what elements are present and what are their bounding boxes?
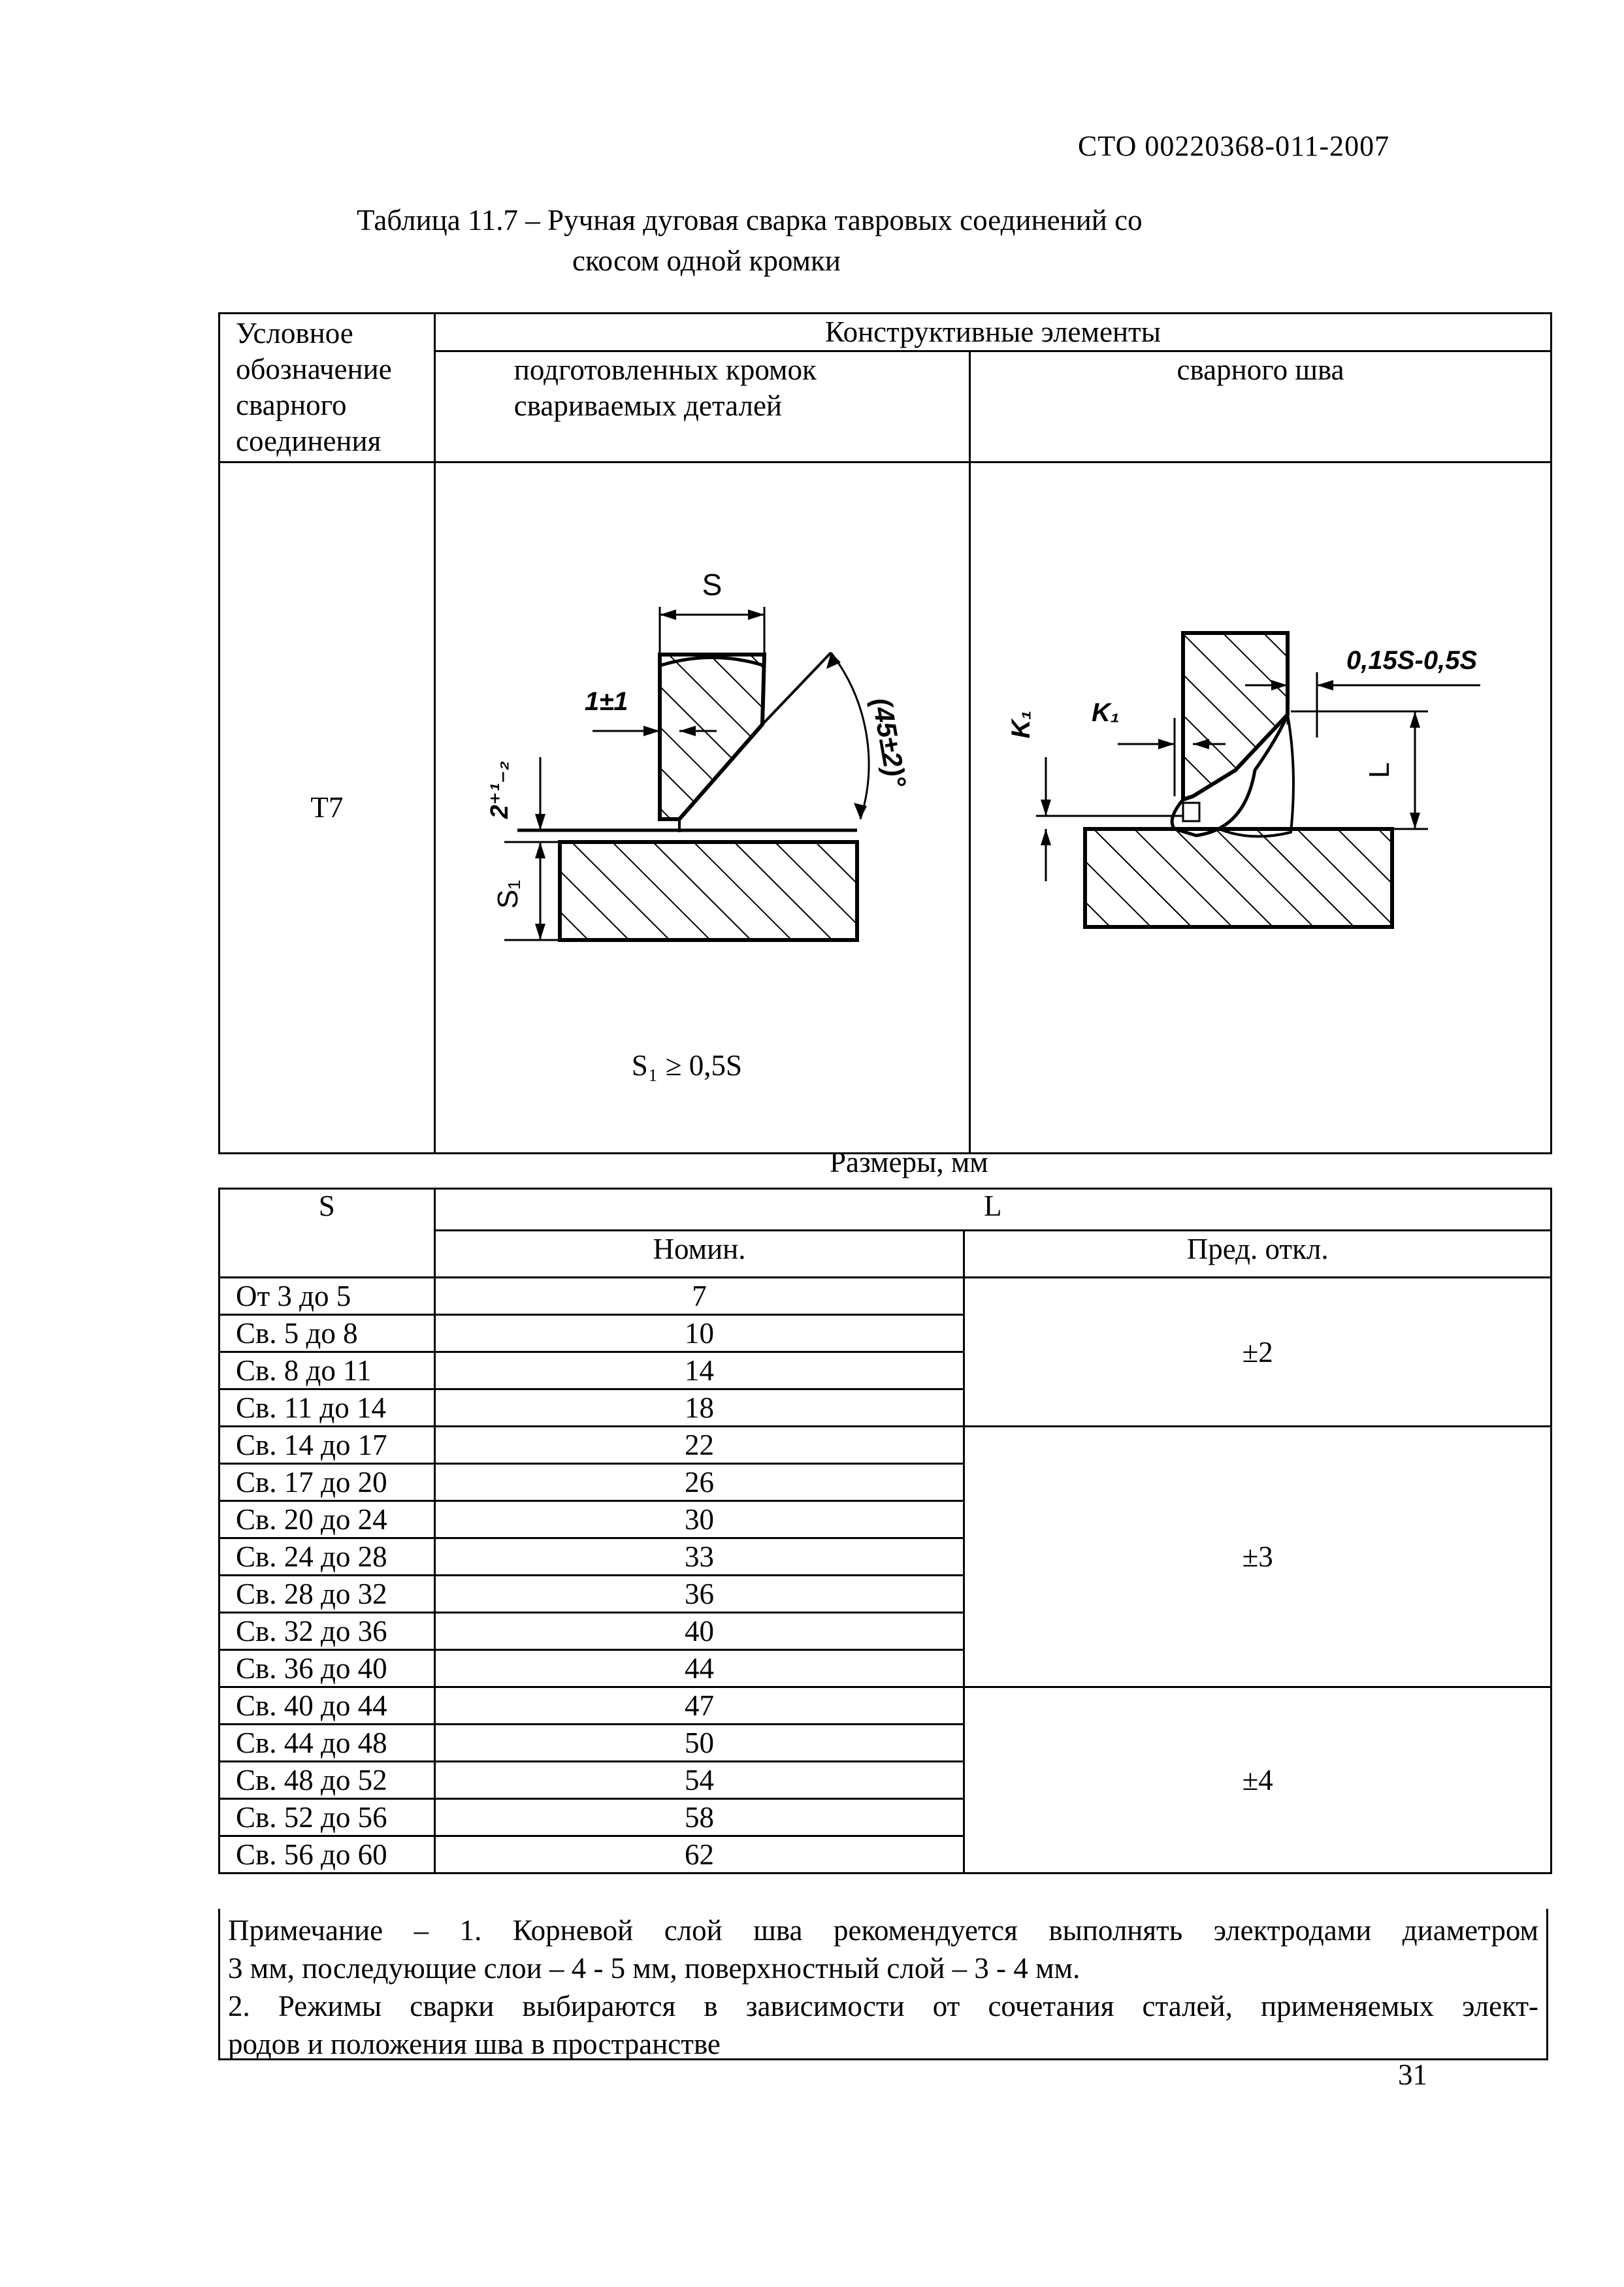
weld-drawing-cell — [970, 462, 1551, 1154]
row-l-nominal: 14 — [434, 1352, 964, 1389]
note-line-1: Примечание – 1. Корневой слой шва рекомендуется выполнять электродами диаметром — [228, 1914, 1538, 1947]
table-title — [357, 200, 1350, 281]
row-s-range: Св. 14 до 17 — [219, 1427, 435, 1464]
header-nominal: Номин. — [434, 1231, 964, 1278]
row-s-range: Св. 17 до 20 — [219, 1464, 435, 1501]
row-s-range: Св. 36 до 40 — [219, 1650, 435, 1687]
table-row — [219, 1278, 1551, 1315]
constructive-elements-table — [218, 312, 1552, 1154]
dim-angle-label: (45±2)° — [866, 695, 913, 790]
table-title-line-1: Таблица 11.7 – Ручная дуговая сварка тавровых соединений со — [357, 204, 1143, 236]
row-l-tolerance: ±4 — [964, 1687, 1551, 1873]
row-s-range: Св. 8 до 11 — [219, 1352, 435, 1389]
row-l-nominal: 22 — [434, 1427, 964, 1464]
dim-s-label: S — [702, 568, 723, 602]
row-s-range: Св. 48 до 52 — [219, 1762, 435, 1799]
row-l-nominal: 26 — [434, 1464, 964, 1501]
row-l-nominal: 62 — [434, 1836, 964, 1873]
prepared-edges-drawing-cell — [434, 462, 969, 1154]
row-s-range: Св. 28 до 32 — [219, 1576, 435, 1613]
note-line-2: 3 мм, последующие слои – 4 - 5 мм, поверхностный слой – 3 - 4 мм. — [228, 1952, 1080, 1985]
header-constructive-elements: Конструктивные элементы — [434, 314, 1551, 351]
row-l-nominal: 7 — [434, 1278, 964, 1315]
row-s-range: От 3 до 5 — [219, 1278, 435, 1315]
row-l-nominal: 10 — [434, 1315, 964, 1352]
row-l-nominal: 47 — [434, 1687, 964, 1725]
row-s-range: Св. 24 до 28 — [219, 1538, 435, 1576]
header-prepared-edges: подготовленных кромок свариваемых деталей — [434, 351, 969, 462]
row-l-nominal: 58 — [434, 1799, 964, 1836]
row-s-range: Св. 56 до 60 — [219, 1836, 435, 1873]
table-row — [219, 1427, 1551, 1464]
row-s-range: Св. 20 до 24 — [219, 1501, 435, 1538]
dim-gap-label: 1±1 — [584, 687, 628, 716]
row-l-nominal: 33 — [434, 1538, 964, 1576]
row-l-nominal: 50 — [434, 1725, 964, 1762]
document-id: СТО 00220368-011-2007 — [1078, 130, 1390, 162]
dim-k1-vertical-label: K₁ — [1007, 710, 1036, 739]
note-line-4: родов и положения шва в пространстве — [228, 2028, 721, 2060]
sizes-caption: Размеры, мм — [830, 1146, 988, 1178]
row-s-range: Св. 32 до 36 — [219, 1613, 435, 1650]
edge-condition: S₁ ≥ 0,5S — [631, 1049, 742, 1082]
table-title-line-2: скосом одной кромки — [572, 244, 841, 277]
dim-l-label: L — [1363, 762, 1396, 779]
header-l: L — [434, 1189, 1551, 1231]
header-weld: сварного шва — [970, 351, 1551, 462]
row-l-nominal: 18 — [434, 1389, 964, 1427]
row-l-nominal: 30 — [434, 1501, 964, 1538]
dim-k1-horizontal-label: K₁ — [1092, 698, 1120, 727]
designation-code: Т7 — [310, 791, 344, 824]
row-s-range: Св. 5 до 8 — [219, 1315, 435, 1352]
header-tolerance: Пред. откл. — [964, 1231, 1551, 1278]
table-note — [218, 1909, 1548, 2060]
dim-offset-label: 0,15S-0,5S — [1346, 646, 1478, 675]
header-designation: Условное обозначение сварного соединения — [219, 314, 435, 462]
row-l-nominal: 40 — [434, 1613, 964, 1650]
dimensions-table — [218, 1188, 1552, 1874]
row-l-tolerance: ±2 — [964, 1278, 1551, 1427]
row-s-range: Св. 40 до 44 — [219, 1687, 435, 1725]
header-s: S — [219, 1189, 435, 1278]
row-s-range: Св. 11 до 14 — [219, 1389, 435, 1427]
designation-cell — [219, 462, 435, 1154]
row-l-nominal: 54 — [434, 1762, 964, 1799]
table-row — [219, 1687, 1551, 1725]
page-number: 31 — [1398, 2058, 1427, 2091]
row-l-nominal: 36 — [434, 1576, 964, 1613]
row-s-range: Св. 44 до 48 — [219, 1725, 435, 1762]
dim-gap-tolerance-label: 2⁺¹₋₂ — [485, 760, 513, 819]
note-line-3: 2. Режимы сварки выбираются в зависимости от сочетания сталей, применяемых элект- — [228, 1990, 1538, 2022]
dim-s1-label: S₁ — [491, 879, 524, 909]
row-l-tolerance: ±3 — [964, 1427, 1551, 1687]
row-l-nominal: 44 — [434, 1650, 964, 1687]
row-s-range: Св. 52 до 56 — [219, 1799, 435, 1836]
weld-drawing — [971, 463, 1553, 1154]
